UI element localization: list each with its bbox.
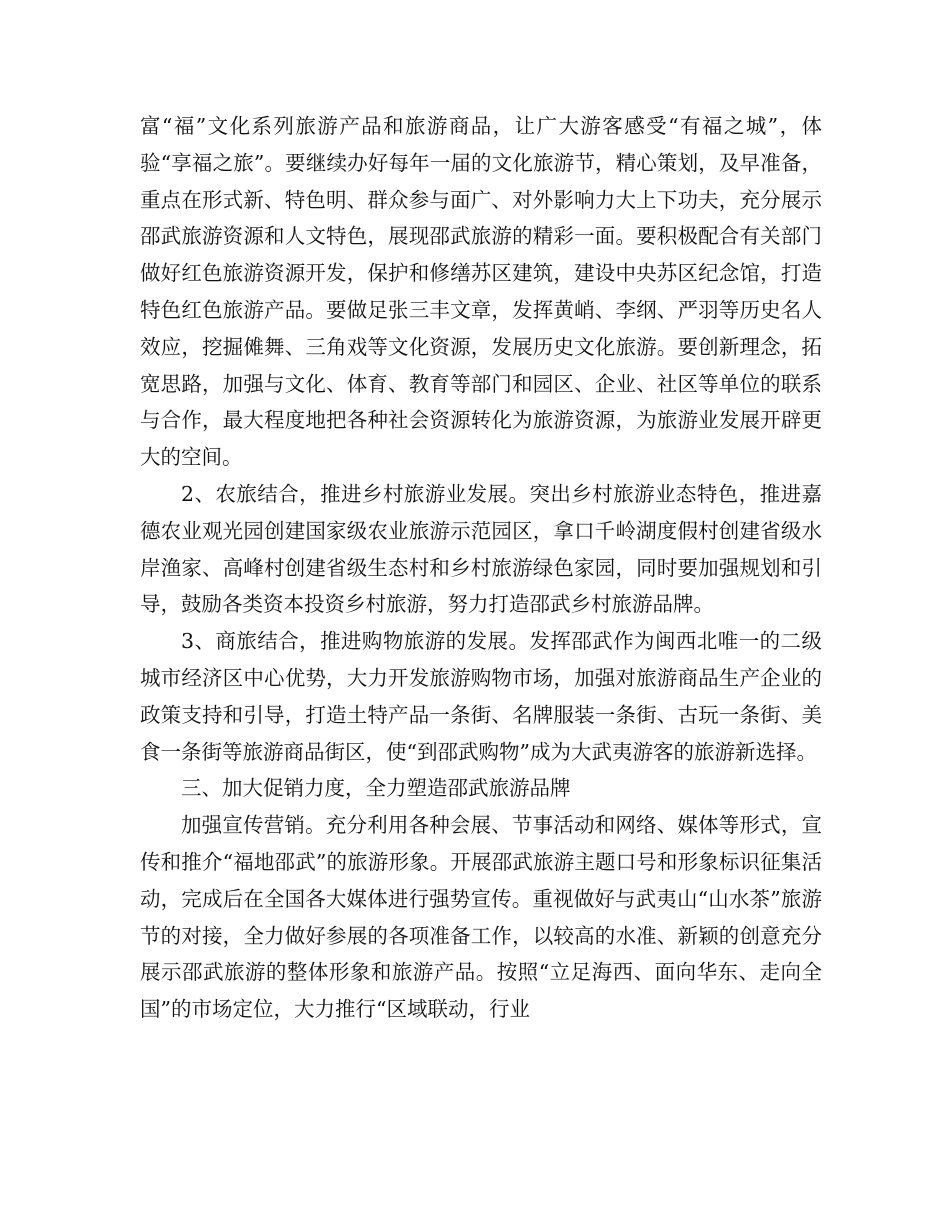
- paragraph-marketing: 加强宣传营销。充分利用各种会展、节事活动和网络、媒体等形式，宣传和推介“福地邵武”的旅游形象。开展邵武旅游主题口号和形象标识征集活动，完成后在全国各大媒体进行强势宣传。重视做好与武夷山“山水茶”旅游节的对接，全力做好参展的各项准备工作，以较高的水准、新颖的创意充分展示邵武旅游的整体形象和旅游产品。按照“立足海西、面向华东、走向全国”的市场定位，大力推行“区域联动，行业: [140, 813, 822, 1022]
- paragraph-shopping-tourism: 3、商旅结合，推进购物旅游的发展。发挥邵武作为闽西北唯一的二级城市经济区中心优势，大力开发旅游购物市场，加强对旅游商品生产企业的政策支持和引导，打造土特产品一条街、名牌服装一条街、古玩一条街、美食一条街等旅游商品街区，使“到邵武购物”成为大武夷游客的旅游新选择。: [140, 629, 822, 764]
- paragraph-agri-tourism: 2、农旅结合，推进乡村旅游业发展。突出乡村旅游业态特色，推进嘉德农业观光园创建国家级农业旅游示范园区，拿口千岭湖度假村创建省级水岸渔家、高峰村创建省级生态村和乡村旅游绿色家园，同时要加强规划和引导，鼓励各类资本投资乡村旅游，努力打造邵武乡村旅游品牌。: [140, 481, 822, 617]
- section-heading-promotion: 三、加大促销力度，全力塑造邵武旅游品牌: [181, 776, 571, 801]
- paragraph-fu-culture: 富“福”文化系列旅游产品和旅游商品，让广大游客感受“有福之城”，体验“享福之旅”。要继续办好每年一届的文化旅游节，精心策划，及早准备，重点在形式新、特色明、群众参与面广、对外影响力大上下功夫，充分展示邵武旅游资源和人文特色，展现邵武旅游的精彩一面。要积极配合有关部门做好红色旅游资源开发，保护和修缮苏区建筑，建设中央苏区纪念馆，打造特色红色旅游产品。要做足张三丰文章，发挥黄峭、李纲、严羽等历史名人效应，挖掘傩舞、三角戏等文化资源，发展历史文化旅游。要创新理念，拓宽思路，加强与文化、体育、教育等部门和园区、企业、社区等单位的联系与合作，最大程度地把各种社会资源转化为旅游资源，为旅游业发展开辟更大的空间。: [140, 114, 822, 470]
- document-body: [140, 108, 822, 1028]
